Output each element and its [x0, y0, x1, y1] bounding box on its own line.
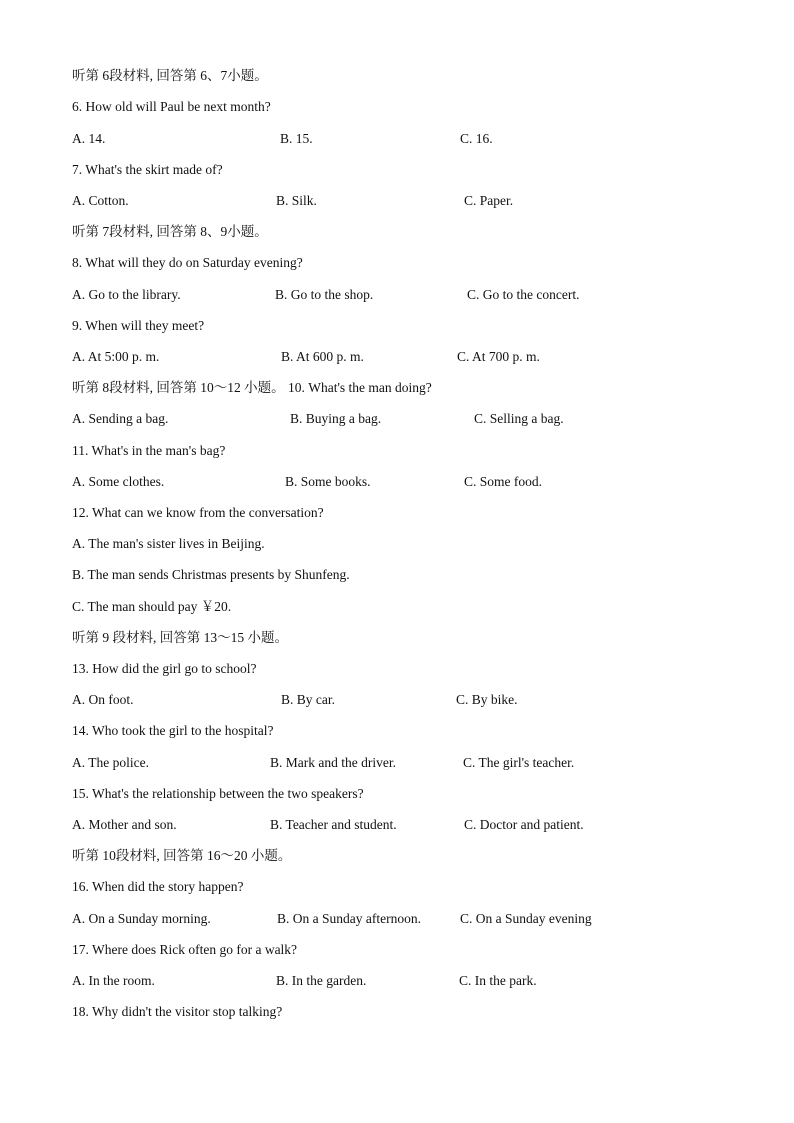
q12-option-a: A. The man's sister lives in Beijing.	[72, 536, 265, 551]
section-heading-7: 听第 7段材料, 回答第 8、9小题。	[72, 224, 268, 239]
q6-option-c: C. 16.	[460, 131, 493, 146]
q7-option-b: B. Silk.	[276, 193, 317, 208]
q8-option-b: B. Go to the shop.	[275, 287, 374, 302]
q16-option-b: B. On a Sunday afternoon.	[277, 911, 421, 926]
question-8: 8. What will they do on Saturday evening?	[72, 255, 303, 270]
q10-option-a: A. Sending a bag.	[72, 411, 169, 426]
section-heading-8: 听第 8段材料, 回答第 10～12 小题。 10. What's the man doing?	[72, 380, 432, 395]
q6-option-b: B. 15.	[280, 131, 313, 146]
q12-option-c: C. The man should pay ￥20.	[72, 599, 232, 614]
question-6: 6. How old will Paul be next month?	[72, 99, 271, 114]
q11-option-c: C. Some food.	[464, 474, 543, 489]
question-13: 13. How did the girl go to school?	[72, 661, 257, 676]
q15-option-b: B. Teacher and student.	[270, 817, 397, 832]
q17-option-a: A. In the room.	[72, 973, 155, 988]
q17-option-c: C. In the park.	[459, 973, 537, 988]
question-7: 7. What's the skirt made of?	[72, 162, 223, 177]
question-12: 12. What can we know from the conversation?	[72, 505, 324, 520]
section-heading-10: 听第 10段材料, 回答第 16～20 小题。	[72, 848, 292, 863]
q12-option-b: B. The man sends Christmas presents by Shunfeng.	[72, 567, 350, 582]
q10-option-c: C. Selling a bag.	[474, 411, 564, 426]
q13-option-a: A. On foot.	[72, 692, 134, 707]
q8-option-c: C. Go to the concert.	[467, 287, 580, 302]
question-16: 16. When did the story happen?	[72, 879, 244, 894]
question-18: 18. Why didn't the visitor stop talking?	[72, 1004, 283, 1019]
q6-option-a: A. 14.	[72, 131, 106, 146]
question-15: 15. What's the relationship between the two speakers?	[72, 786, 364, 801]
q14-option-c: C. The girl's teacher.	[463, 755, 575, 770]
question-17: 17. Where does Rick often go for a walk?	[72, 942, 298, 957]
q9-option-a: A. At 5:00 p. m.	[72, 349, 160, 364]
q16-option-c: C. On a Sunday evening	[460, 911, 592, 926]
q16-option-a: A. On a Sunday morning.	[72, 911, 211, 926]
q14-option-a: A. The police.	[72, 755, 149, 770]
q17-option-b: B. In the garden.	[276, 973, 367, 988]
question-11: 11. What's in the man's bag?	[72, 443, 226, 458]
q15-option-a: A. Mother and son.	[72, 817, 177, 832]
question-9: 9. When will they meet?	[72, 318, 205, 333]
q10-option-b: B. Buying a bag.	[290, 411, 382, 426]
q15-option-c: C. Doctor and patient.	[464, 817, 584, 832]
q13-option-b: B. By car.	[281, 692, 335, 707]
q11-option-b: B. Some books.	[285, 474, 371, 489]
q8-option-a: A. Go to the library.	[72, 287, 181, 302]
q9-option-c: C. At 700 p. m.	[457, 349, 540, 364]
q9-option-b: B. At 600 p. m.	[281, 349, 364, 364]
q13-option-c: C. By bike.	[456, 692, 518, 707]
q11-option-a: A. Some clothes.	[72, 474, 165, 489]
section-heading-9: 听第 9 段材料, 回答第 13～15 小题。	[72, 630, 288, 645]
section-heading-6: 听第 6段材料, 回答第 6、7小题。	[72, 68, 268, 83]
q7-option-c: C. Paper.	[464, 193, 514, 208]
q14-option-b: B. Mark and the driver.	[270, 755, 396, 770]
question-14: 14. Who took the girl to the hospital?	[72, 723, 274, 738]
q7-option-a: A. Cotton.	[72, 193, 129, 208]
